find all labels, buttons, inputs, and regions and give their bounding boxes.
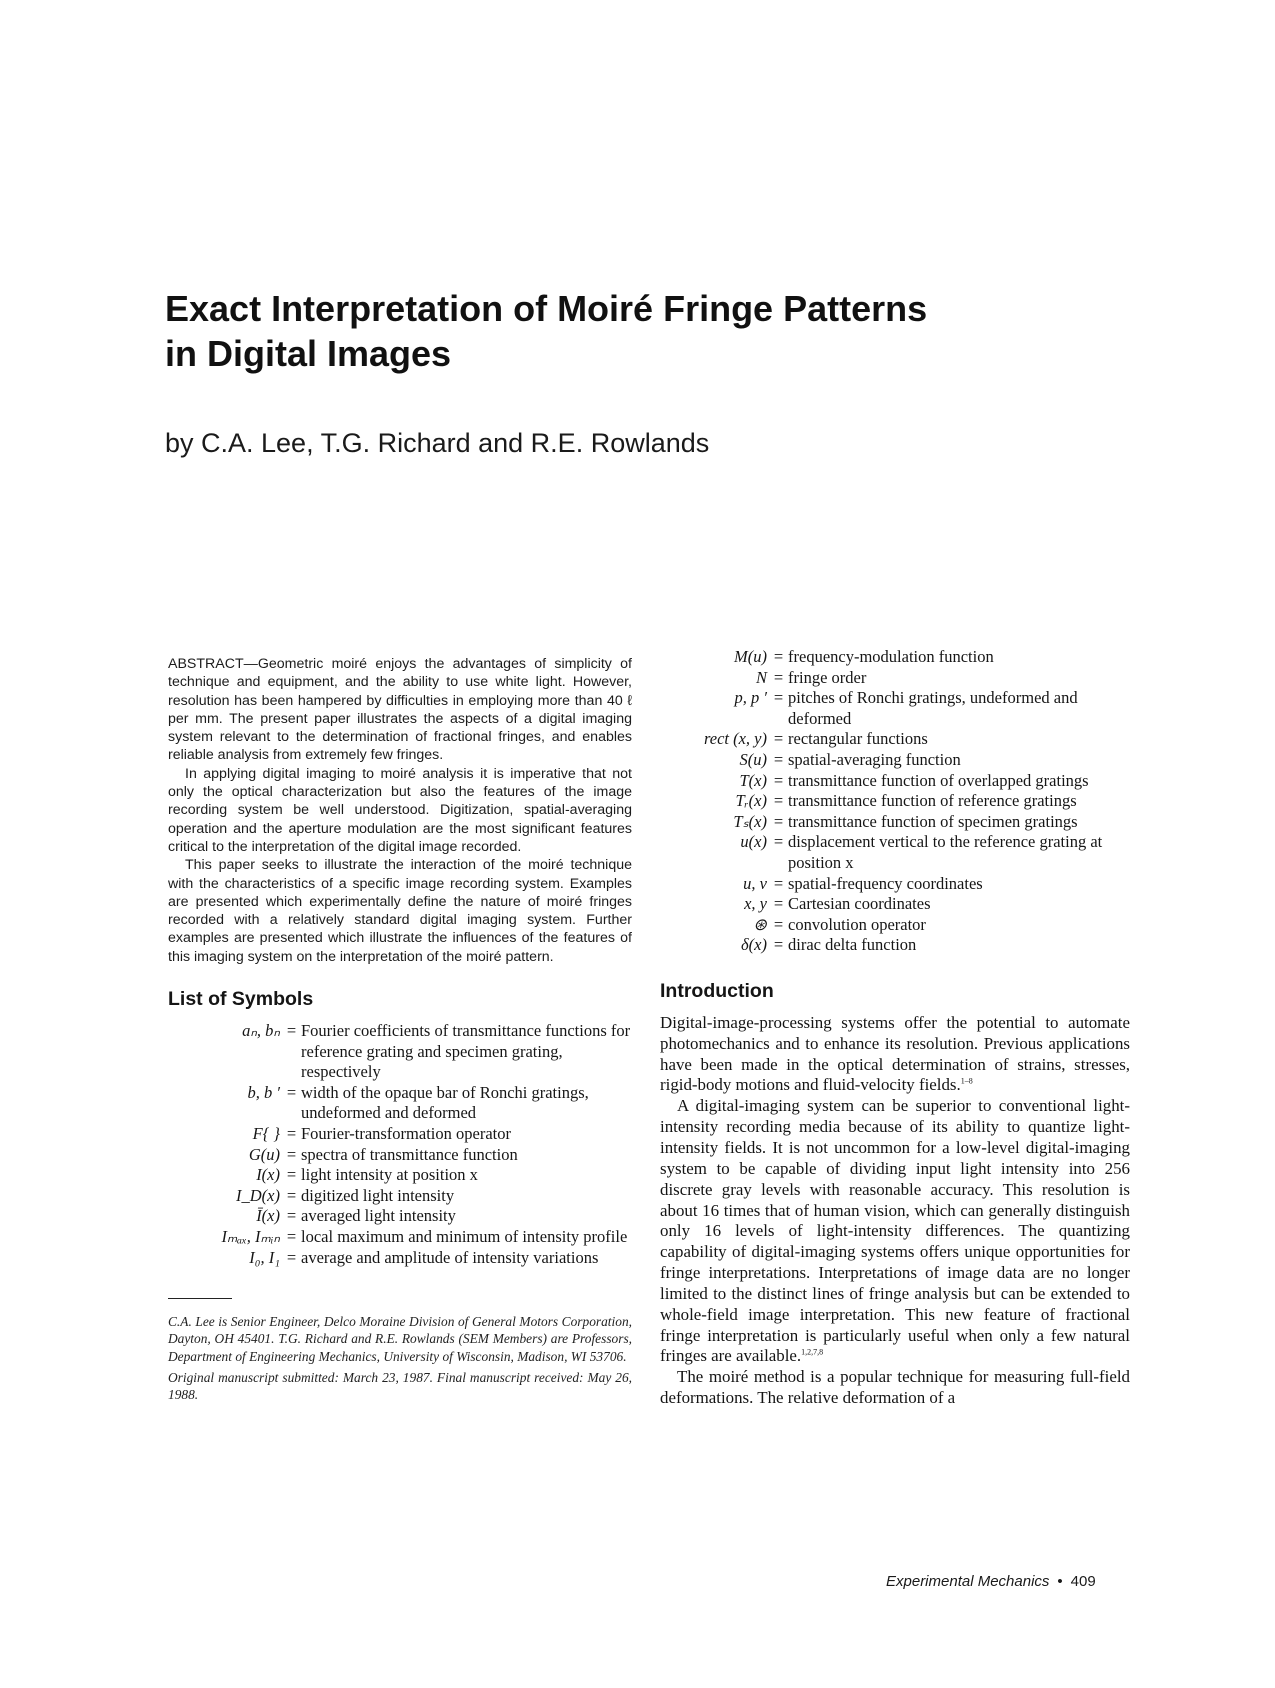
symbol-definition: transmittance function of reference gratings bbox=[788, 791, 1077, 811]
symbol-definition: spatial-frequency coordinates bbox=[788, 873, 983, 893]
symbol-term: u(x) bbox=[740, 832, 767, 852]
symbol-term: aₙ, bₙ bbox=[242, 1021, 280, 1041]
symbol-term: Tₛ(x) bbox=[733, 811, 767, 831]
journal-name: Experimental Mechanics bbox=[886, 1573, 1050, 1590]
equals-sign: = bbox=[773, 914, 784, 934]
symbol-definition: transmittance function of specimen gratings bbox=[788, 811, 1078, 831]
citation-ref: 1,2,7,8 bbox=[801, 1347, 824, 1357]
equals-sign: = bbox=[773, 873, 784, 893]
symbol-definition: width of the opaque bar of Ronchi gratings, undeformed and deformed bbox=[301, 1082, 589, 1123]
symbol-definition: digitized light intensity bbox=[301, 1185, 455, 1205]
paragraph-text: Digital-image-processing systems offer the potential to automate photomechanics and to enhance its resolution. Previous applications have been made in the optical determination of strains, stresses, rigid-body motions and fluid-velocity fields. bbox=[660, 1012, 1130, 1095]
paper-title bbox=[165, 286, 1065, 376]
symbol-term: T(x) bbox=[739, 770, 767, 790]
footnote-affiliations: C.A. Lee is Senior Engineer, Delco Moraine Division of General Motors Corporation, Dayton, OH 45401. T.G. Richard and R.E. Rowlands (SEM Members) are Professors, Department of Engineering Mechanics, University of Wisconsin, Madison, WI 53706. bbox=[168, 1314, 632, 1364]
symbol-definition: Fourier-transformation operator bbox=[301, 1124, 511, 1144]
symbol-term: S(u) bbox=[739, 749, 767, 769]
symbol-entry bbox=[660, 874, 1130, 895]
footnote-rule bbox=[168, 1298, 232, 1299]
symbol-term: I(x) bbox=[256, 1165, 280, 1185]
equals-sign: = bbox=[773, 791, 784, 811]
introduction-heading: Introduction bbox=[660, 979, 774, 1002]
symbol-term: x, y bbox=[744, 894, 767, 914]
symbol-term: Iₘₐₓ, Iₘᵢₙ bbox=[221, 1226, 280, 1246]
symbol-term: I_D(x) bbox=[236, 1185, 280, 1205]
author-byline: by C.A. Lee, T.G. Richard and R.E. Rowlands bbox=[165, 428, 710, 458]
symbol-definition: convolution operator bbox=[788, 914, 926, 934]
symbols-heading: List of Symbols bbox=[168, 988, 314, 1011]
symbol-definition: local maximum and minimum of intensity profile bbox=[301, 1226, 628, 1246]
symbol-definition: Fourier coefficients of transmittance functions for reference grating and specimen grating, respectively bbox=[301, 1021, 631, 1082]
symbol-term: δ(x) bbox=[741, 935, 767, 955]
symbol-term: u, v bbox=[743, 873, 767, 893]
symbol-term: I₀, I₁ bbox=[249, 1247, 280, 1267]
symbol-entry bbox=[168, 1165, 632, 1186]
equals-sign: = bbox=[773, 832, 784, 852]
equals-sign: = bbox=[773, 729, 784, 749]
abstract-paragraph: This paper seeks to illustrate the interaction of the moiré technique with the characteristics of a specific image recording system. Examples are presented which experimentally define the nature of moiré fringes recorded with a relatively standard digital imaging system. Further examples are presented which illustrate the influences of the features of this imaging system on the interpretation of the moiré pattern. bbox=[168, 857, 632, 965]
equals-sign: = bbox=[773, 770, 784, 790]
equals-sign: = bbox=[773, 667, 784, 687]
symbol-definition: displacement vertical to the reference grating at position x bbox=[788, 832, 1103, 872]
symbol-definition: averaged light intensity bbox=[301, 1206, 456, 1226]
symbol-term: G(u) bbox=[248, 1144, 280, 1164]
symbol-entry bbox=[168, 1145, 632, 1166]
symbol-definition: rectangular functions bbox=[788, 729, 928, 749]
title-line-2: in Digital Images bbox=[165, 333, 452, 374]
symbol-definition: dirac delta function bbox=[788, 935, 917, 955]
equals-sign: = bbox=[286, 1144, 297, 1164]
equals-sign: = bbox=[286, 1082, 297, 1102]
symbol-entry bbox=[168, 1206, 632, 1227]
symbol-definition: spectra of transmittance function bbox=[301, 1144, 518, 1164]
introduction-paragraph: The moiré method is a popular technique for measuring full-field deformations. The relative deformation of a bbox=[660, 1367, 1130, 1408]
introduction-paragraph bbox=[660, 1096, 1130, 1367]
paragraph-text: A digital-imaging system can be superior to conventional light-intensity recording media because of its ability to quantize light-intensity fields. It is not uncommon for a low-level digital-imaging system to be capable of dividing input light intensity into 256 discrete gray levels with reasonable accuracy. This resolution is about 16 times that of human vision, which can generally distinguish only 16 levels of light-intensity differences. The quantizing capability of digital-imaging systems offers unique opportunities for fringe interpretations. Interpretations of image data are no longer limited to the distinct lines of fringe analysis but can be extended to whole-field image interpretation. This new feature of fractional fringe interpretation is particularly useful when only a few natural fringes are available. bbox=[660, 1096, 1130, 1366]
equals-sign: = bbox=[286, 1165, 297, 1185]
footnote-block bbox=[168, 1298, 632, 1403]
equals-sign: = bbox=[773, 688, 784, 708]
symbol-entry bbox=[168, 1083, 632, 1124]
abstract-paragraph: ABSTRACT—Geometric moiré enjoys the advantages of simplicity of technique and equipment, and the ability to use white light. However, resolution has been hampered by difficulties in employing more than 40 ℓ per mm. The present paper illustrates the aspects of a digital imaging system relevant to the determination of fractional fringes, and enables reliable analysis from extremely few fringes. bbox=[168, 656, 632, 764]
page-footer bbox=[886, 1573, 1096, 1590]
symbol-term: b, b ′ bbox=[247, 1082, 280, 1102]
page-number: 409 bbox=[1070, 1573, 1096, 1590]
equals-sign: = bbox=[773, 935, 784, 955]
symbol-definition: spatial-averaging function bbox=[788, 749, 961, 769]
equals-sign: = bbox=[773, 811, 784, 831]
symbol-term: Ī(x) bbox=[256, 1206, 280, 1226]
symbol-definition: average and amplitude of intensity variations bbox=[301, 1247, 599, 1267]
symbol-entry bbox=[660, 647, 1130, 668]
introduction-body bbox=[660, 1013, 1130, 1409]
title-line-1: Exact Interpretation of Moiré Fringe Patterns bbox=[165, 288, 928, 329]
footer-bullet: • bbox=[1057, 1573, 1063, 1590]
left-column bbox=[168, 655, 632, 1408]
symbol-entry bbox=[660, 935, 1130, 956]
symbol-definition: Cartesian coordinates bbox=[788, 894, 931, 914]
symbol-entry bbox=[168, 1248, 632, 1269]
symbol-entry bbox=[168, 1186, 632, 1207]
symbols-list-left bbox=[168, 1021, 632, 1268]
symbol-entry bbox=[660, 688, 1130, 729]
right-column bbox=[660, 647, 1130, 1409]
symbol-entry bbox=[660, 894, 1130, 915]
symbol-entry bbox=[168, 1124, 632, 1145]
footnote-manuscript-dates: Original manuscript submitted: March 23, 1987. Final manuscript received: May 26, 1988. bbox=[168, 1370, 632, 1403]
symbol-entry bbox=[660, 915, 1130, 936]
symbol-entry bbox=[168, 1021, 632, 1083]
citation-ref: 1–8 bbox=[960, 1076, 973, 1086]
symbol-definition: transmittance function of overlapped gratings bbox=[788, 770, 1089, 790]
symbol-term: M(u) bbox=[734, 647, 767, 666]
symbol-term: rect (x, y) bbox=[703, 729, 767, 749]
symbol-entry bbox=[660, 791, 1130, 812]
equals-sign: = bbox=[286, 1124, 297, 1144]
equals-sign: = bbox=[286, 1185, 297, 1205]
introduction-paragraph bbox=[660, 1013, 1130, 1096]
symbol-entry bbox=[660, 771, 1130, 792]
symbols-list-right bbox=[660, 647, 1130, 956]
symbol-entry bbox=[660, 750, 1130, 771]
symbol-entry bbox=[660, 832, 1130, 873]
abstract-paragraph: In applying digital imaging to moiré analysis it is imperative that not only the optical characterization but also the features of the image recording system be well understood. Digitization, spatial-averaging operation and the aperture modulation are the most significant features critical to the interpretation of the digital image recorded. bbox=[168, 765, 632, 855]
symbol-term: N bbox=[755, 667, 767, 687]
equals-sign: = bbox=[286, 1247, 297, 1267]
symbol-term: F{ } bbox=[252, 1124, 280, 1144]
symbol-entry bbox=[660, 668, 1130, 689]
symbol-definition: pitches of Ronchi gratings, undeformed and deformed bbox=[788, 688, 1078, 728]
symbol-entry bbox=[660, 729, 1130, 750]
symbol-term: Tᵣ(x) bbox=[735, 791, 767, 811]
symbol-term: ⊛ bbox=[753, 914, 767, 934]
symbol-definition: light intensity at position x bbox=[301, 1165, 478, 1185]
equals-sign: = bbox=[286, 1206, 297, 1226]
symbol-entry bbox=[168, 1227, 632, 1248]
equals-sign: = bbox=[286, 1226, 297, 1246]
symbol-definition: frequency-modulation function bbox=[788, 647, 994, 666]
equals-sign: = bbox=[773, 749, 784, 769]
symbol-entry bbox=[660, 812, 1130, 833]
symbol-definition: fringe order bbox=[788, 667, 867, 687]
abstract bbox=[168, 655, 632, 966]
equals-sign: = bbox=[286, 1021, 297, 1041]
equals-sign: = bbox=[773, 894, 784, 914]
equals-sign: = bbox=[773, 647, 784, 666]
symbol-term: p, p ′ bbox=[734, 688, 767, 708]
